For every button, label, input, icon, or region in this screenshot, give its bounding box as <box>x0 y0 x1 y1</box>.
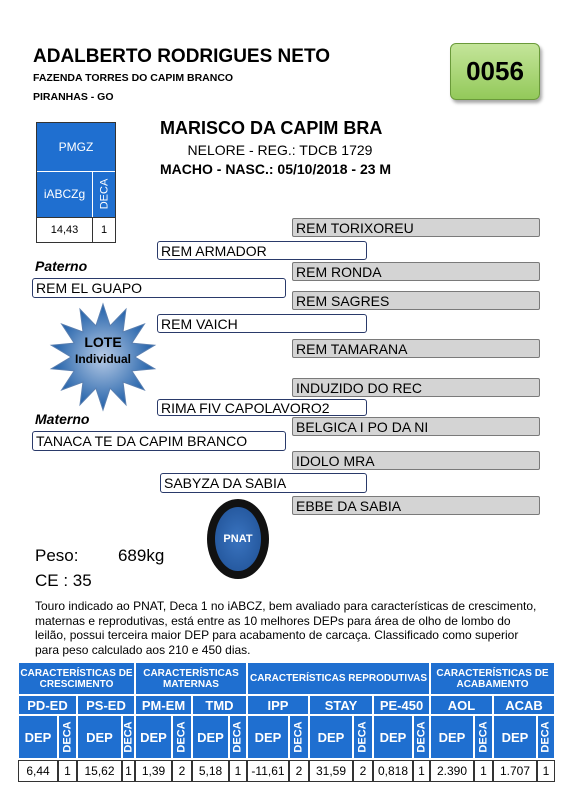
pedigree-sire-sire-sire: REM TORIXOREU <box>292 218 540 237</box>
dep-value: 5,18 <box>192 760 229 782</box>
pedigree-dam-dam-dam: EBBE DA SABIA <box>292 496 540 515</box>
farm-name: FAZENDA TORRES DO CAPIM BRANCO <box>33 72 234 84</box>
dep-subheader: DEP <box>247 715 289 759</box>
lote-sublabel: Individual <box>74 352 131 366</box>
owner-name: ADALBERTO RODRIGUES NETO <box>33 46 330 67</box>
deca-subheader: DECA <box>229 715 247 759</box>
deca-value: 1 <box>229 760 247 782</box>
animal-name: MARISCO DA CAPIM BRA <box>160 118 383 138</box>
pmgz-iabczg-header: iABCZg <box>37 171 93 217</box>
dep-subheader: DEP <box>192 715 229 759</box>
group-maternas: CARACTERÍSTICAS MATERNAS <box>135 662 247 695</box>
animal-breed-registration: NELORE - REG.: TDCB 1729 <box>187 142 373 158</box>
dep-table <box>18 662 555 782</box>
pedigree-dam: TANACA TE DA CAPIM BRANCO <box>32 431 286 451</box>
trait-header: STAY <box>309 695 373 715</box>
paterno-label: Paterno <box>35 258 88 274</box>
pnat-logo <box>207 499 269 579</box>
dep-subheader: DEP <box>430 715 474 759</box>
trait-header: TMD <box>192 695 247 715</box>
group-acabamento: CARACTERÍSTICAS DE ACABAMENTO <box>430 662 555 695</box>
pedigree-sire-dam-sire: REM SAGRES <box>292 291 540 310</box>
lote-label: LOTE <box>84 334 122 350</box>
pedigree-dam-sire-dam: BELGICA I PO DA NI <box>292 417 540 436</box>
pedigree-dam-sire: RIMA FIV CAPOLAVORO2 <box>157 399 367 416</box>
deca-subheader: DECA <box>537 715 555 759</box>
trait-header: PE-450 <box>373 695 430 715</box>
dep-subheader: DEP <box>309 715 353 759</box>
group-reprodutivas: CARACTERÍSTICAS REPRODUTIVAS <box>247 662 430 695</box>
trait-header: PD-ED <box>18 695 77 715</box>
farm-city: PIRANHAS - GO <box>33 91 114 103</box>
dep-subheader: DEP <box>373 715 413 759</box>
peso-label: Peso: <box>35 546 79 565</box>
dep-subheader: DEP <box>135 715 172 759</box>
deca-subheader: DECA <box>172 715 192 759</box>
dep-value: -11,61 <box>247 760 289 782</box>
ce-row <box>35 571 92 591</box>
dep-subheader: DEP <box>77 715 122 759</box>
pmgz-deca-label: DECA <box>98 178 110 210</box>
pmgz-deca-value: 1 <box>100 223 108 236</box>
group-crescimento: CARACTERÍSTICAS DE CRESCIMENTO <box>18 662 135 695</box>
deca-value: 1 <box>58 760 77 782</box>
peso-value: 689 <box>117 546 147 565</box>
pedigree-sire-sire: REM ARMADOR <box>157 241 367 260</box>
pedigree-sire-dam-dam: REM TAMARANA <box>292 339 540 358</box>
deca-value: 1 <box>537 760 555 782</box>
trait-header: AOL <box>430 695 493 715</box>
dep-value: 2.390 <box>430 760 474 782</box>
ce-label: CE : <box>35 571 69 590</box>
dep-value: 15,62 <box>77 760 122 782</box>
dep-subheader: DEP <box>18 715 58 759</box>
deca-subheader: DECA <box>413 715 430 759</box>
trait-header: PM-EM <box>135 695 192 715</box>
description-text: Touro indicado ao PNAT, Deca 1 no iABCZ, bem avaliado para características de crescimento, maternas e reprodutivas, está entre as 10 melhores DEPs para área de olho de lombo do leilão, possui terceira maior DEP para acabamento de carcaça. Classificado como superior para peso calculado aos 210 e 450 dias. <box>35 599 537 657</box>
dep-value: 0,818 <box>373 760 413 782</box>
dep-subheader: DEP <box>493 715 537 759</box>
deca-subheader: DECA <box>474 715 493 759</box>
deca-subheader: DECA <box>58 715 77 759</box>
pmgz-header-box <box>36 122 116 218</box>
deca-value: 2 <box>289 760 309 782</box>
dep-value: 6,44 <box>18 760 58 782</box>
peso-unit: kg <box>146 546 165 565</box>
trait-header: IPP <box>247 695 309 715</box>
dep-value: 1,39 <box>135 760 172 782</box>
materno-label: Materno <box>35 411 90 427</box>
dep-value: 31,59 <box>309 760 353 782</box>
trait-header: PS-ED <box>77 695 135 715</box>
pedigree-dam-sire-sire: INDUZIDO DO REC <box>292 378 540 397</box>
peso-row <box>35 546 164 566</box>
deca-subheader: DECA <box>353 715 373 759</box>
deca-value: 2 <box>172 760 192 782</box>
ce-value: 35 <box>72 571 92 590</box>
deca-value: 2 <box>353 760 373 782</box>
dep-value: 1.707 <box>493 760 537 782</box>
pmgz-deca-header <box>93 171 115 217</box>
pedigree-sire-sire-dam: REM RONDA <box>292 262 540 281</box>
lote-badge <box>48 302 158 412</box>
deca-subheader: DECA <box>122 715 135 759</box>
pmgz-iabczg-value: 14,43 <box>37 217 93 242</box>
pmgz-values <box>36 217 116 243</box>
deca-value: 1 <box>413 760 430 782</box>
pedigree-dam-dam-sire: IDOLO MRA <box>292 451 540 470</box>
deca-value: 1 <box>122 760 135 782</box>
pedigree-dam-dam: SABYZA DA SABIA <box>160 473 367 493</box>
pnat-logo-text: PNAT <box>223 533 253 545</box>
deca-subheader: DECA <box>289 715 309 759</box>
trait-header: ACAB <box>493 695 555 715</box>
pedigree-sire-dam: REM VAICH <box>157 314 367 333</box>
pmgz-title: PMGZ <box>37 123 115 172</box>
lot-number: 0056 <box>450 43 540 100</box>
deca-value: 1 <box>474 760 493 782</box>
animal-sex-birth: MACHO - NASC.: 05/10/2018 - 23 M <box>160 161 392 177</box>
pedigree-sire: REM EL GUAPO <box>32 278 286 298</box>
